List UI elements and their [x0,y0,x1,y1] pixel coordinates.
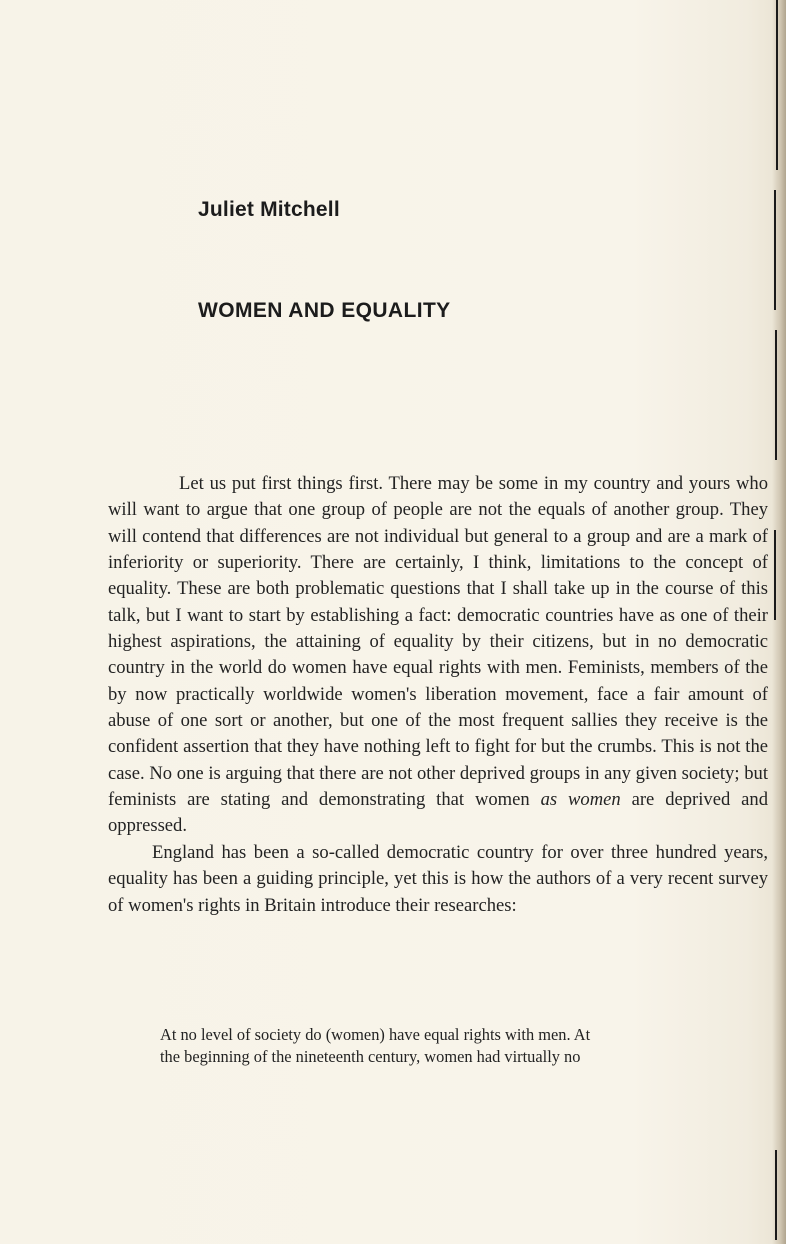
paragraph [108,471,768,840]
body-text [108,471,768,919]
block-quote [160,1024,720,1068]
quote-line: At no level of society do (women) have equal rights with men. At [160,1025,591,1044]
page-edge-line [774,190,776,310]
chapter-title: WOMEN AND EQUALITY [198,299,451,322]
page-edge-line [775,330,777,460]
page-edge-line [776,0,778,170]
page-edge-line [774,530,776,620]
paragraph-text: are deprived and oppressed. [108,789,768,837]
page-gutter-shadow [772,0,786,1244]
paragraph-text: Let us put first things first. There may be some in my country and yours who will want to argue that one group of people are not the equals of another group. They will contend that differences are not individual but general to a group and are a mark of inferiority or superiority. There are certainly, I think, limitations to the concept of equality. These are both problematic questions that I shall take up in the course of this talk, but I want to start by establishing a fact: democratic countries have as one of their highest aspirations, the attaining of equality by their citizens, but in no democratic country in the world do women have equal rights with men. Feminists, members of the by now practically worldwide women's liberation movement, face a fair amount of abuse of one sort or another, but one of the most frequent sallies they receive is the confident assertion that they have nothing left to fight for but the crumbs. This is not the case. No one is arguing that there are not other deprived groups in any given society; but feminists are stating and demonstrating that women [108,473,768,811]
emphasis-text: as women [540,789,621,811]
paragraph: England has been a so-called democratic country for over three hundred years, equality has been a guiding principle, yet this is how the authors of a very recent survey of women's rights in Britain introduce their researches: [108,841,768,916]
author-name: Juliet Mitchell [198,198,340,221]
quote-line: the beginning of the nineteenth century, women had virtually no [160,1047,581,1066]
page-edge-line [775,1150,777,1240]
